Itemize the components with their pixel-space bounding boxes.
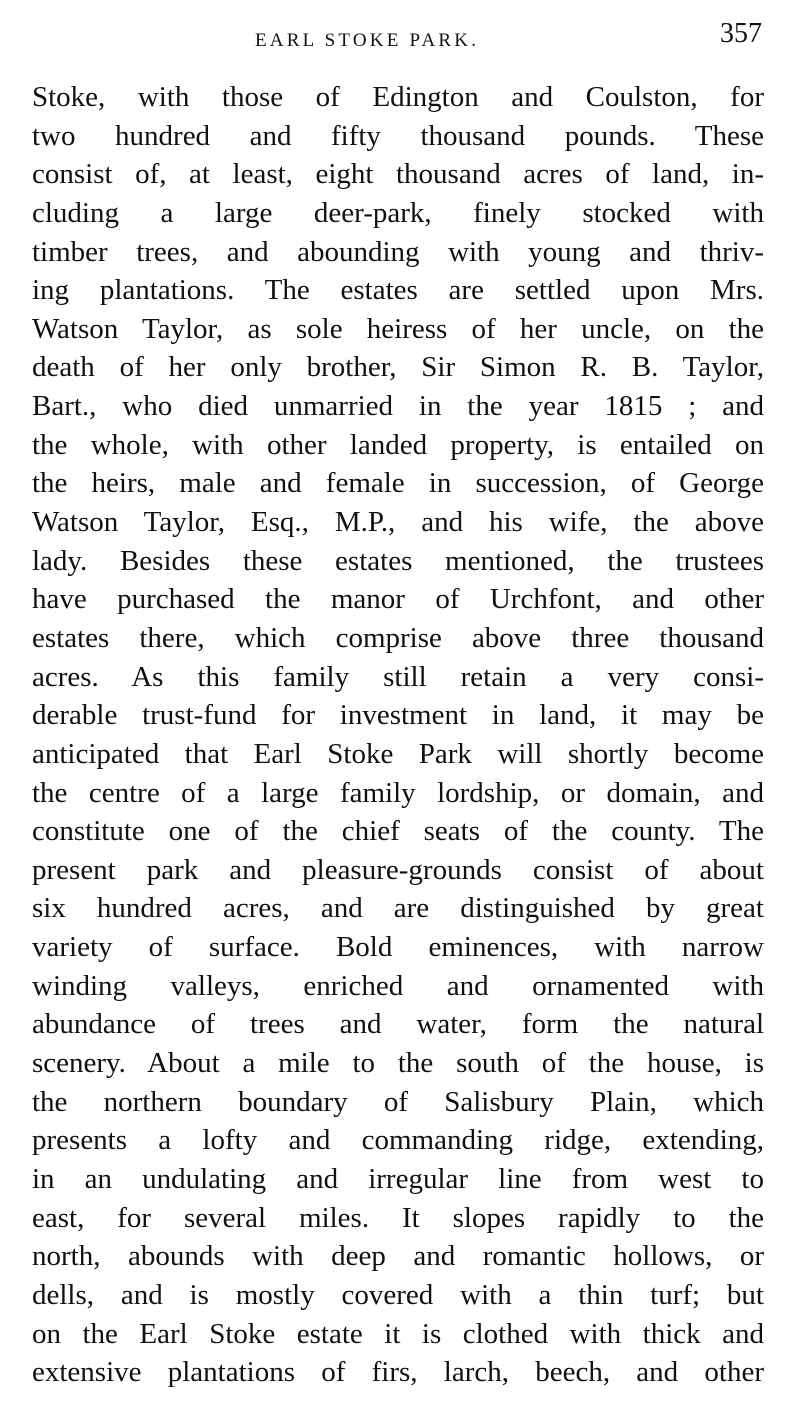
text-line: Watson Taylor, as sole heiress of her uncle, on the: [32, 312, 764, 345]
text-line: east, for several miles. It slopes rapidly to the: [32, 1201, 764, 1234]
text-line: the heirs, male and female in succession, of George: [32, 467, 764, 500]
text-line: six hundred acres, and are distinguished by great: [32, 892, 764, 925]
running-head: [0, 18, 800, 58]
text-line: Bart., who died unmarried in the year 1815 ; and: [32, 390, 764, 423]
text-line: north, abounds with deep and romantic hollows, or: [32, 1240, 764, 1273]
text-line: presents a lofty and commanding ridge, extending,: [32, 1124, 764, 1157]
text-line: ing plantations. The estates are settled upon Mrs.: [32, 274, 764, 307]
text-line: dells, and is mostly covered with a thin turf; but: [32, 1278, 764, 1311]
text-line: in an undulating and irregular line from west to: [32, 1162, 764, 1195]
text-line: have purchased the manor of Urchfont, and other: [32, 583, 764, 616]
text-line: scenery. About a mile to the south of the house, is: [32, 1047, 764, 1080]
text-line: death of her only brother, Sir Simon R. B. Taylor,: [32, 351, 764, 384]
text-line: constitute one of the chief seats of the county. The: [32, 815, 764, 848]
body-text: [32, 78, 764, 1392]
text-line: on the Earl Stoke estate it is clothed with thick and: [32, 1317, 764, 1350]
text-line: the northern boundary of Salisbury Plain, which: [32, 1085, 764, 1118]
text-line: consist of, at least, eight thousand acres of land, in-: [32, 158, 764, 191]
text-line: cluding a large deer-park, finely stocked with: [32, 196, 764, 229]
page-number: 357: [720, 18, 762, 49]
text-line: anticipated that Earl Stoke Park will shortly become: [32, 737, 764, 770]
text-line: abundance of trees and water, form the natural: [32, 1008, 764, 1041]
text-line: present park and pleasure-grounds consist of about: [32, 853, 764, 886]
text-line: the centre of a large family lordship, or domain, and: [32, 776, 764, 809]
text-line: acres. As this family still retain a very consi-: [32, 660, 764, 693]
text-line: timber trees, and abounding with young and thriv-: [32, 235, 764, 268]
text-line: variety of surface. Bold eminences, with narrow: [32, 931, 764, 964]
text-line: winding valleys, enriched and ornamented with: [32, 969, 764, 1002]
text-line: Stoke, with those of Edington and Coulston, for: [32, 81, 764, 113]
text-line: the whole, with other landed property, is entailed on: [32, 428, 764, 461]
text-line: extensive plantations of firs, larch, beech, and other: [32, 1356, 764, 1389]
text-line: two hundred and fifty thousand pounds. These: [32, 119, 764, 152]
running-title: EARL STOKE PARK.: [255, 30, 480, 51]
text-line: estates there, which comprise above three thousand: [32, 621, 764, 654]
text-line: lady. Besides these estates mentioned, the trustees: [32, 544, 764, 577]
text-line: Watson Taylor, Esq., M.P., and his wife, the above: [32, 506, 764, 539]
text-line: derable trust-fund for investment in land, it may be: [32, 699, 764, 732]
